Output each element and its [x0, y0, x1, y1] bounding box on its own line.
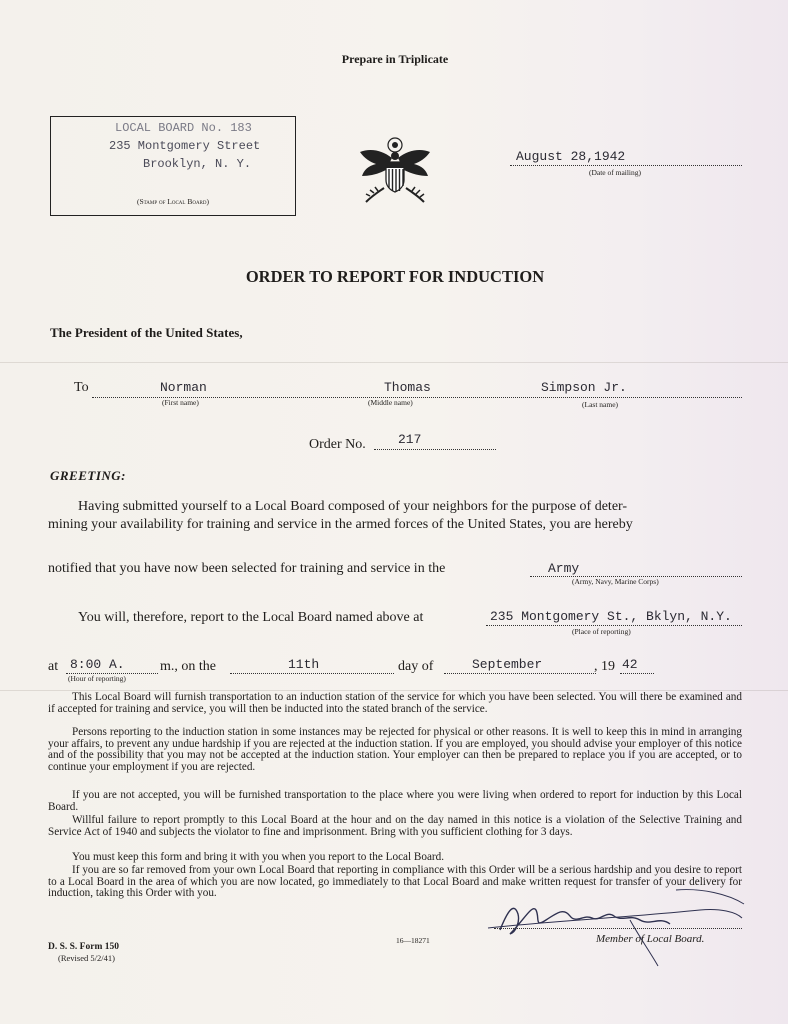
member-of-local-board: Member of Local Board.: [596, 933, 705, 945]
intro-line-2: mining your availability for training and service in the armed forces of the United States, you are hereby: [48, 517, 633, 532]
year-prefix: , 19: [594, 659, 615, 674]
greeting: GREETING:: [50, 468, 127, 483]
local-board-stamp: [50, 116, 296, 216]
notified-line: notified that you have now been selected for training and service in the: [48, 561, 446, 576]
signature-line: [494, 918, 742, 929]
first-name-caption: (First name): [162, 398, 199, 407]
paragraph-transfer: If you are so far removed from your own Local Board that reporting in compliance with this Order will be a serious hardship and you desire to report to a Local Board in the area of which you are now located, go immediately to that Local Board and make written request for transfer of your delivery for induction, taking this Order with you.: [48, 864, 742, 899]
year-field: [620, 657, 654, 674]
great-seal-eagle-icon: [356, 136, 434, 206]
order-number-field: [374, 432, 496, 450]
prepare-in-triplicate: Prepare in Triplicate: [341, 52, 449, 66]
order-label: Order No.: [309, 437, 366, 452]
middle-name-value: Thomas: [384, 380, 431, 395]
hour-caption: (Hour of reporting): [68, 674, 126, 683]
paragraph-transportation: This Local Board will furnish transportation to an induction station of the service for which you have been selected. You will there be examined and if accepted for training and service, you will then be inducted into the stated branch of the service.: [48, 691, 742, 715]
hour-field: [66, 657, 158, 674]
last-name-caption: (Last name): [582, 400, 619, 409]
date-caption: (Date of mailing): [588, 168, 642, 177]
at-label: at: [48, 659, 59, 674]
service-caption: (Army, Navy, Marine Corps): [572, 577, 659, 586]
place-value: 235 Montgomery St., Bklyn, N.Y.: [490, 609, 732, 624]
stamp-line-2: 235 Montgomery Street: [109, 139, 261, 153]
service-value: Army: [548, 561, 580, 576]
page-title: ORDER TO REPORT FOR INDUCTION: [245, 267, 545, 286]
paragraph-not-accepted: If you are not accepted, you will be furnished transportation to the place where you were living when ordered to report for induction by this Local Board.: [48, 789, 742, 813]
stamp-caption: (Stamp of Local Board): [136, 197, 210, 206]
last-name-value: Simpson Jr.: [541, 380, 627, 395]
paragraph-willful-failure: Willful failure to report promptly to this Local Board at the hour and on the day named in this notice is a violation of the Selective Training and Service Act of 1940 and subjects the violator to fine and imprisonment. Bring with you sufficient clothing for 3 days.: [48, 814, 742, 838]
service-field: [530, 561, 742, 577]
date-of-mailing-field: [510, 149, 742, 166]
day-value: 11th: [288, 657, 320, 672]
order-number-value: 217: [398, 432, 422, 447]
stamp-line-3: Brooklyn, N. Y.: [143, 157, 252, 171]
place-field: [486, 609, 742, 626]
stamp-line-1: LOCAL BOARD No. 183: [115, 121, 252, 135]
paragraph-keep-form: You must keep this form and bring it with you when you report to the Local Board.: [72, 851, 445, 863]
middle-name-caption: (Middle name): [368, 398, 413, 407]
month-value: September: [472, 657, 543, 672]
paragraph-rejection: Persons reporting to the induction station in some instances may be rejected for physical or other reasons. It is well to keep this in mind in arranging your affairs, to prevent any undue hardship if you are rejected at the induction station. If you are employed, you should advise your employer of this notice and of the possibility that you may not be accepted at the induction station. Your employer can then be prepared to replace you if you are accepted, or to continue your employment if you are rejected.: [48, 726, 742, 773]
year-value: 42: [622, 657, 638, 672]
printer-code: 16—18271: [396, 936, 430, 945]
to-label: To: [74, 380, 89, 395]
president-line: The President of the United States,: [50, 325, 243, 340]
first-name-value: Norman: [160, 380, 207, 395]
form-number: D. S. S. Form 150: [48, 942, 119, 952]
form-revised: (Revised 5/2/41): [58, 953, 115, 963]
date-of-mailing-value: August 28,1942: [516, 149, 626, 164]
hour-value: 8:00 A.: [70, 657, 125, 672]
day-field: [230, 657, 394, 674]
intro-line-1: Having submitted yourself to a Local Board composed of your neighbors for the purpose of deter-: [78, 499, 628, 514]
place-caption: (Place of reporting): [572, 627, 631, 636]
m-on-the-label: m., on the: [160, 659, 216, 674]
fold-line: [0, 362, 788, 363]
month-field: [444, 657, 596, 674]
report-line: You will, therefore, report to the Local Board named above at: [78, 610, 424, 625]
day-of-label: day of: [398, 659, 434, 674]
